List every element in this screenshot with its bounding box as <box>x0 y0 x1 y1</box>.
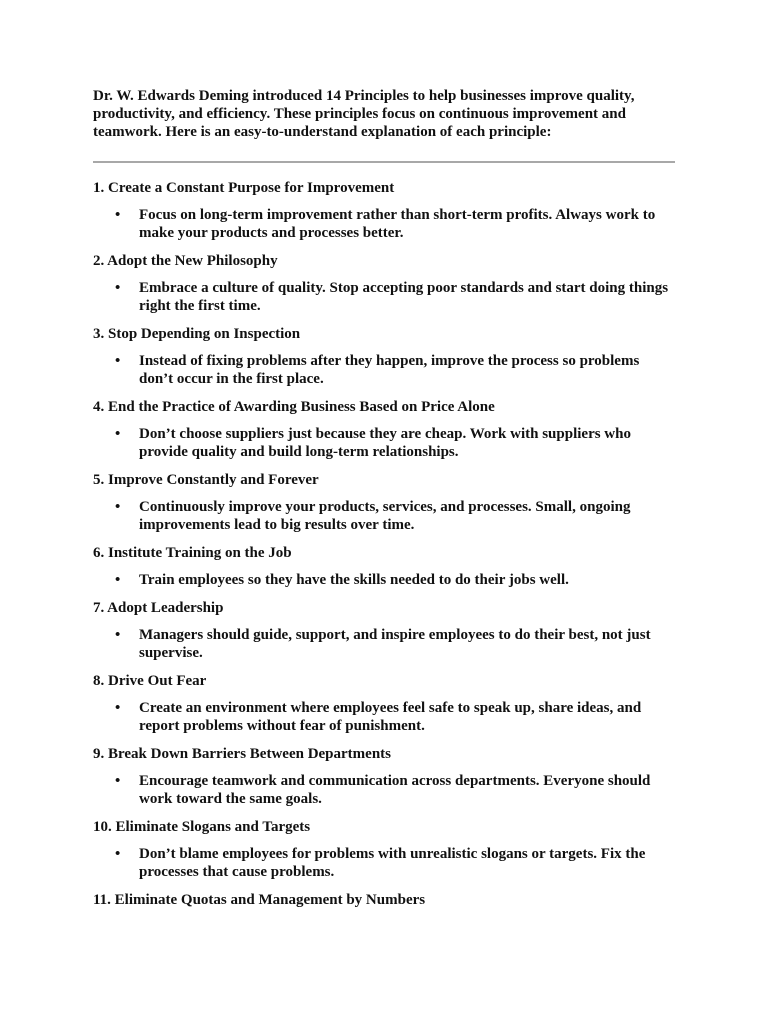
bullet-icon: • <box>115 207 121 223</box>
bullet-icon: • <box>115 700 121 716</box>
principle-text: Don’t blame employees for problems with unrealistic slogans or targets. Fix the processes that cause problems. <box>139 846 646 880</box>
bullet-icon: • <box>115 572 121 588</box>
principle-text: Create an environment where employees feel safe to speak up, share ideas, and report problems without fear of punishment. <box>139 700 642 734</box>
principle-text: Managers should guide, support, and inspire employees to do their best, not just supervise. <box>139 627 651 661</box>
principle-text: Focus on long-term improvement rather than short-term profits. Always work to make your products and processes better. <box>139 207 656 241</box>
principle-item <box>93 252 677 315</box>
principle-description <box>93 772 677 808</box>
principle-description <box>93 845 677 881</box>
principle-description <box>93 425 677 461</box>
principle-item <box>93 544 677 589</box>
principle-heading: 8. Drive Out Fear <box>93 673 207 689</box>
principle-text: Continuously improve your products, services, and processes. Small, ongoing improvements lead to big results over time. <box>139 499 631 533</box>
principle-heading: 10. Eliminate Slogans and Targets <box>93 819 311 835</box>
principle-description <box>93 279 677 315</box>
principle-description <box>93 498 677 534</box>
document-page <box>93 87 677 919</box>
principle-heading: 11. Eliminate Quotas and Management by Numbers <box>93 892 426 908</box>
principle-description <box>93 352 677 388</box>
principle-item <box>93 325 677 388</box>
principle-item <box>93 471 677 534</box>
principle-text: Instead of fixing problems after they happen, improve the process so problems don’t occur in the first place. <box>139 353 640 387</box>
bullet-icon: • <box>115 353 121 369</box>
bullet-icon: • <box>115 846 121 862</box>
principle-heading: 9. Break Down Barriers Between Departments <box>93 746 392 762</box>
principles-list <box>93 179 677 909</box>
bullet-icon: • <box>115 773 121 789</box>
principle-item <box>93 891 677 909</box>
principle-item <box>93 599 677 662</box>
bullet-icon: • <box>115 627 121 643</box>
principle-description <box>93 571 677 589</box>
principle-heading: 4. End the Practice of Awarding Business Based on Price Alone <box>93 399 495 415</box>
bullet-icon: • <box>115 499 121 515</box>
principle-item <box>93 672 677 735</box>
principle-item <box>93 179 677 242</box>
principle-description <box>93 626 677 662</box>
bullet-icon: • <box>115 280 121 296</box>
principle-heading: 5. Improve Constantly and Forever <box>93 472 319 488</box>
principle-heading: 6. Institute Training on the Job <box>93 545 292 561</box>
principle-description <box>93 206 677 242</box>
principle-heading: 1. Create a Constant Purpose for Improvement <box>93 180 395 196</box>
principle-description <box>93 699 677 735</box>
principle-item <box>93 398 677 461</box>
principle-text: Don’t choose suppliers just because they are cheap. Work with suppliers who provide quality and build long-term relationships. <box>139 426 631 460</box>
intro-paragraph: Dr. W. Edwards Deming introduced 14 Principles to help businesses improve quality, productivity, and efficiency. These principles focus on continuous improvement and teamwork. Here is an easy-to-understand explanation of each principle: <box>93 88 635 140</box>
bullet-icon: • <box>115 426 121 442</box>
principle-text: Train employees so they have the skills needed to do their jobs well. <box>139 572 569 588</box>
principle-heading: 2. Adopt the New Philosophy <box>93 253 278 269</box>
principle-heading: 3. Stop Depending on Inspection <box>93 326 301 342</box>
principle-heading: 7. Adopt Leadership <box>93 600 224 616</box>
principle-text: Encourage teamwork and communication across departments. Everyone should work toward the same goals. <box>139 773 651 807</box>
principle-item <box>93 745 677 808</box>
horizontal-divider <box>93 161 675 163</box>
principle-item <box>93 818 677 881</box>
principle-text: Embrace a culture of quality. Stop accepting poor standards and start doing things right the first time. <box>139 280 669 314</box>
